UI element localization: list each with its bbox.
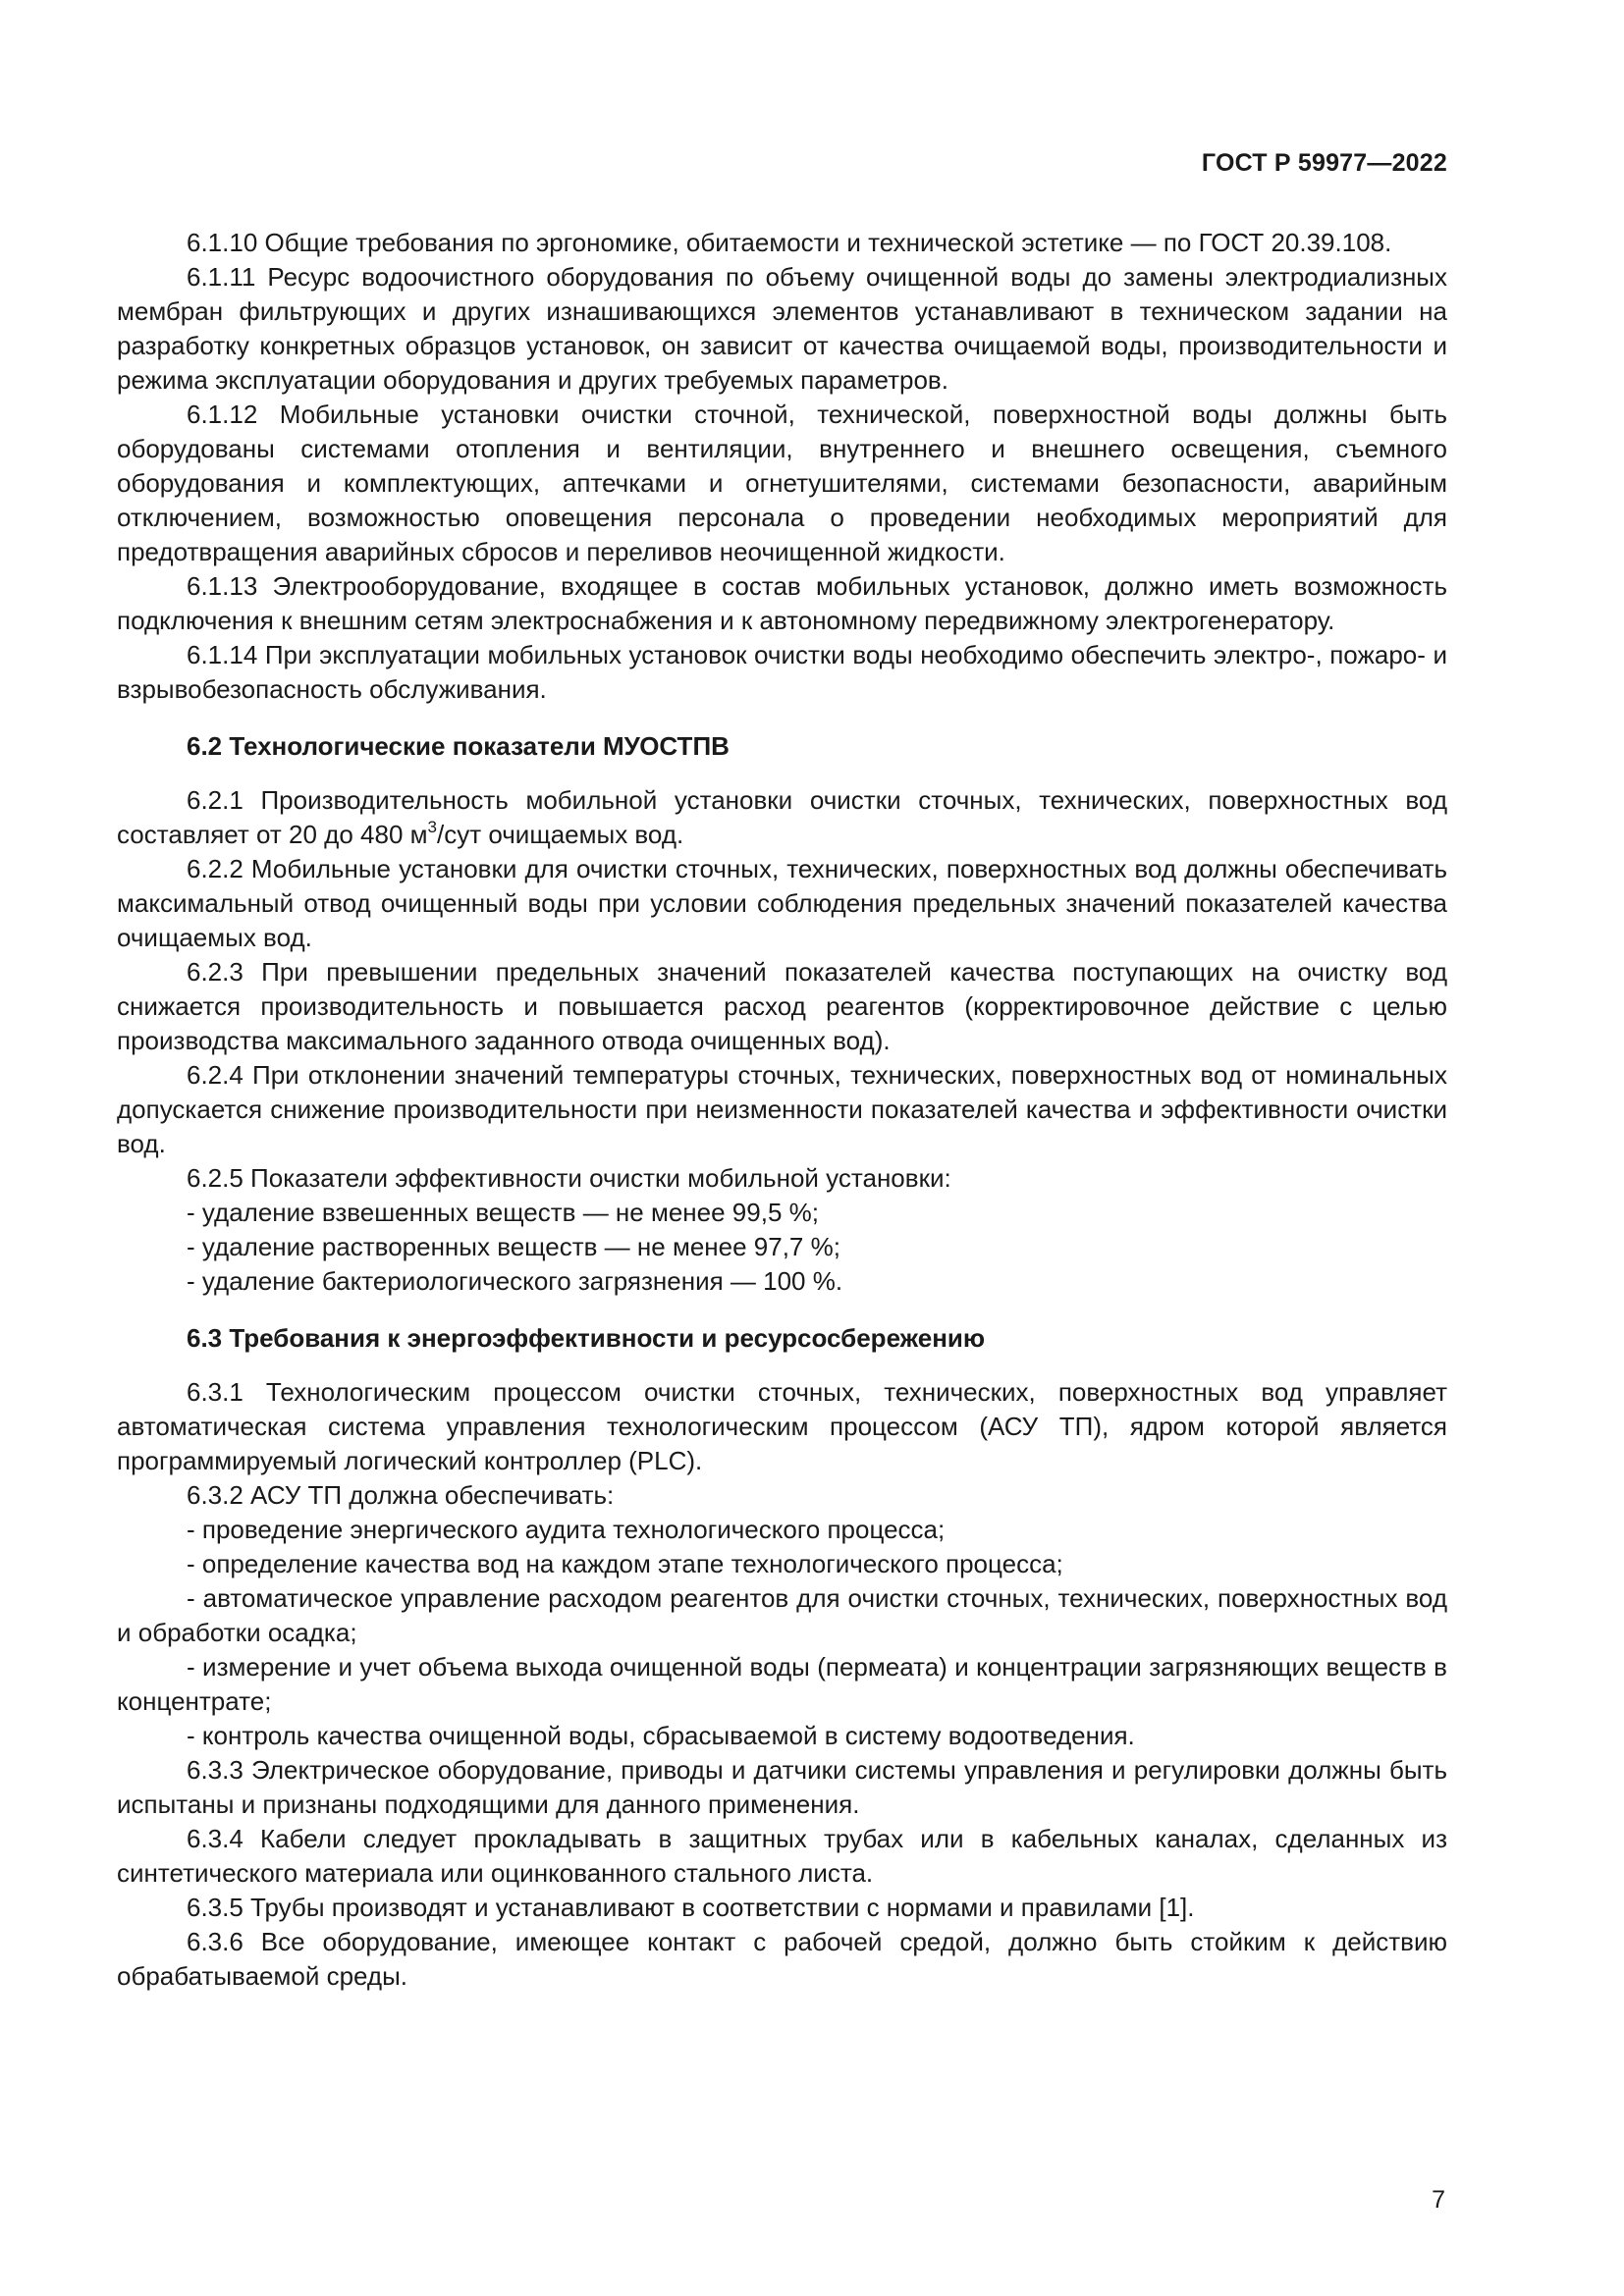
paragraph-6-2-3: 6.2.3 При превышении предельных значений показателей качества поступающих на очистку вод снижается производительность и повышается расход реагентов (корректировочное действие с целью производства максимального заданного отвода очищенных вод).: [117, 957, 1447, 1055]
paragraph-6-2-5: 6.2.5 Показатели эффективности очистки мобильной установки:: [187, 1163, 951, 1193]
paragraph-6-2-4: 6.2.4 При отклонении значений температуры сточных, технических, поверхностных вод от номинальных допускается снижение производительности при неизменности показателей качества и эффективности очистки вод.: [117, 1060, 1447, 1158]
list-item: - удаление растворенных веществ — не менее 97,7 %;: [187, 1232, 840, 1261]
document-body: [117, 226, 1447, 1994]
paragraph-6-1-14: 6.1.14 При эксплуатации мобильных установок очистки воды необходимо обеспечить электро-, пожаро- и взрывобезопасность обслуживания.: [117, 640, 1447, 704]
paragraph-6-1-12: 6.1.12 Мобильные установки очистки сточной, технической, поверхностной воды должны быть оборудованы системами отопления и вентиляции, внутреннего и внешнего освещения, съемного оборудования и комплектующих, аптечками и огнетушителями, системами безопасности, аварийным отключением, возможностью оповещения персонала о проведении необходимых мероприятий для предотвращения аварийных сбросов и переливов неочищенной жидкости.: [117, 400, 1447, 566]
list-item: - измерение и учет объема выхода очищенной воды (пермеата) и концентрации загрязняющих веществ в концентрате;: [117, 1652, 1447, 1716]
list-item: - удаление взвешенных веществ — не менее 99,5 %;: [187, 1198, 819, 1227]
paragraph-6-1-10: 6.1.10 Общие требования по эргономике, обитаемости и технической эстетике — по ГОСТ 20.39.108.: [187, 228, 1392, 257]
section-heading-6-2: 6.2 Технологические показатели МУОСТПВ: [187, 731, 730, 761]
list-item: - определение качества вод на каждом этапе технологического процесса;: [187, 1549, 1063, 1578]
paragraph-6-2-1-tail: /сут очищаемых вод.: [437, 820, 684, 849]
superscript-3: 3: [427, 818, 437, 836]
paragraph-6-2-1: [117, 783, 1447, 852]
paragraph-6-3-5: 6.3.5 Трубы производят и устанавливают в соответствии с нормами и правилами [1].: [187, 1893, 1195, 1922]
page-number: 7: [1432, 2186, 1445, 2214]
paragraph-6-2-1-text: 6.2.1 Производительность мобильной установки очистки сточных, технических, поверхностных вод составляет от 20 до 480 м: [117, 785, 1447, 849]
paragraph-6-3-1: 6.3.1 Технологическим процессом очистки сточных, технических, поверхностных вод управляет автоматическая система управления технологическим процессом (АСУ ТП), ядром которой является программируемый логический контроллер (PLC).: [117, 1377, 1447, 1475]
list-item: - удаление бактериологического загрязнения — 100 %.: [187, 1266, 843, 1296]
paragraph-6-3-6: 6.3.6 Все оборудование, имеющее контакт с рабочей средой, должно быть стойким к действию обрабатываемой среды.: [117, 1927, 1447, 1991]
document-id: ГОСТ Р 59977—2022: [1201, 149, 1447, 177]
paragraph-6-2-2: 6.2.2 Мобильные установки для очистки сточных, технических, поверхностных вод должны обеспечивать максимальный отвод очищенный воды при условии соблюдения предельных значений показателей качества очищаемых вод.: [117, 854, 1447, 952]
paragraph-6-1-11: 6.1.11 Ресурс водоочистного оборудования по объему очищенной воды до замены электродиализных мембран фильтрующих и других изнашивающихся элементов устанавливают в техническом задании на разработку конкретных образцов установок, он зависит от качества очищаемой воды, производительности и режима эксплуатации оборудования и других требуемых параметров.: [117, 262, 1447, 395]
list-item: - автоматическое управление расходом реагентов для очистки сточных, технических, поверхностных вод и обработки осадка;: [117, 1583, 1447, 1647]
list-item: - контроль качества очищенной воды, сбрасываемой в систему водоотведения.: [187, 1721, 1135, 1750]
paragraph-6-3-4: 6.3.4 Кабели следует прокладывать в защитных трубах или в кабельных каналах, сделанных из синтетического материала или оцинкованного стального листа.: [117, 1824, 1447, 1888]
paragraph-6-3-3: 6.3.3 Электрическое оборудование, приводы и датчики системы управления и регулировки должны быть испытаны и признаны подходящими для данного применения.: [117, 1755, 1447, 1819]
list-item: - проведение энергического аудита технологического процесса;: [187, 1515, 946, 1544]
paragraph-6-1-13: 6.1.13 Электрооборудование, входящее в состав мобильных установок, должно иметь возможность подключения к внешним сетям электроснабжения и к автономному передвижному электрогенератору.: [117, 571, 1447, 635]
paragraph-6-3-2: 6.3.2 АСУ ТП должна обеспечивать:: [187, 1480, 615, 1510]
section-heading-6-3: 6.3 Требования к энергоэффективности и ресурсосбережению: [187, 1323, 986, 1353]
